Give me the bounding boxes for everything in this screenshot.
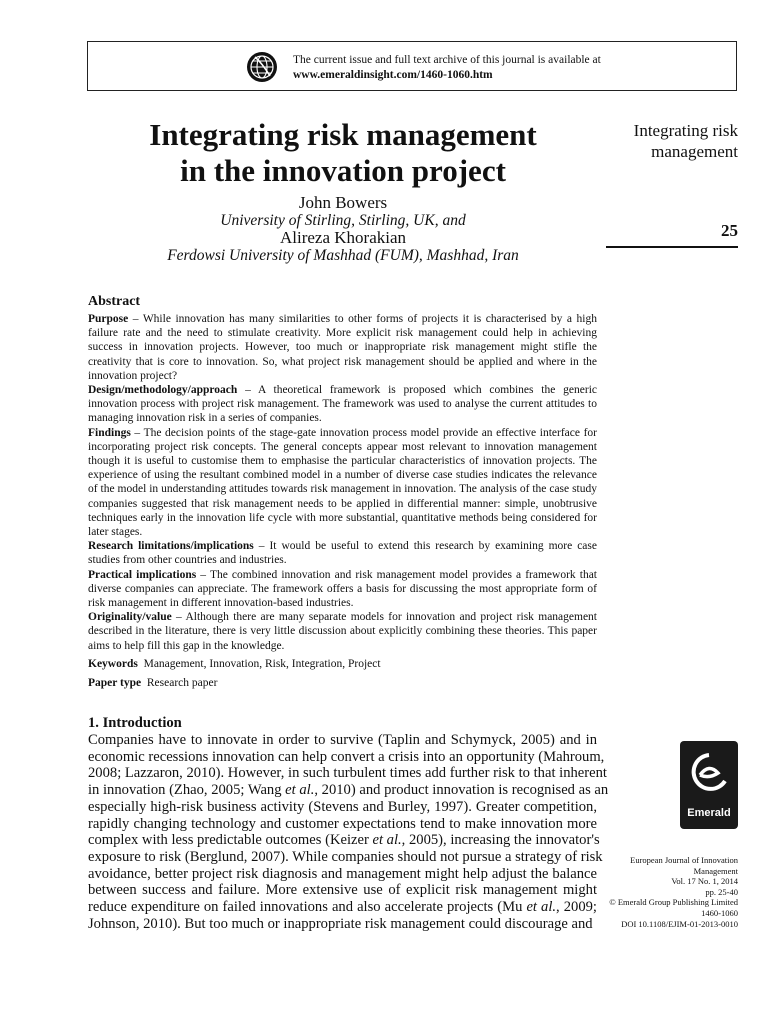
running-title <box>600 120 738 162</box>
body-line: economic recessions innovation can help convert a crisis into an opportunity (Mahroum, <box>88 748 605 765</box>
abstract-section-label: Research limitations/implications <box>88 540 254 553</box>
body-line: in innovation (Zhao, 2005; Wang et al., 2010) and product innovation is recognised as an <box>88 782 609 799</box>
body-line: avoidance, better project risk diagnosis and management might help adjust the balance <box>88 865 597 882</box>
banner-text: The current issue and full text archive of this journal is available at <box>293 54 601 66</box>
journal-doi: DOI 10.1108/EJIM-01-2013-0010 <box>621 918 738 929</box>
author-name: Alireza Khorakian <box>279 228 407 247</box>
logo-text: Emerald <box>687 807 731 819</box>
running-title-line: Integrating risk <box>633 121 738 140</box>
emerald-logo-icon <box>687 749 731 801</box>
keywords <box>88 656 597 673</box>
introduction-section <box>88 714 609 932</box>
journal-pages: pp. 25-40 <box>705 886 738 897</box>
abstract-section <box>88 568 597 611</box>
body-line: rapidly changing technology and customer expectations tend to make innovation more <box>88 815 597 832</box>
keywords-label: Keywords <box>88 657 138 670</box>
journal-volume: Vol. 17 No. 1, 2014 <box>671 876 738 887</box>
abstract-section-text: – Although there are many separate models for innovation and project risk management described in the literature, there is very little discussion about explicitly combining these theories. This paper aims to help fill this gap in the knowledge. <box>88 611 597 652</box>
section-heading: 1. Introduction <box>88 715 182 731</box>
journal-name: European Journal of Innovation <box>630 855 738 865</box>
paper-type-value: Research paper <box>146 677 218 690</box>
body-line: Companies have to innovate in order to survive (Taplin and Schymyck, 2005) and in <box>88 732 597 748</box>
author-affiliation: Ferdowsi University of Mashhad (FUM), Mashhad, Iran <box>167 246 519 264</box>
paper-type <box>88 675 597 692</box>
abstract-section-label: Purpose <box>88 313 129 325</box>
abstract-section-text: – It would be useful to extend this research by examining more case studies from other countries and industries. <box>88 540 597 567</box>
body-line: between success and failure. More extensive use of explicit risk management might <box>88 882 597 899</box>
banner-url-link[interactable]: www.emeraldinsight.com/1460-1060.htm <box>293 69 493 81</box>
journal-issn: 1460-1060 <box>701 907 738 918</box>
journal-archive-banner <box>87 41 737 91</box>
page-number: 25 <box>721 221 738 240</box>
journal-name: Management <box>693 865 738 876</box>
abstract-section <box>88 610 597 653</box>
title-line-1: Integrating risk management <box>149 117 537 152</box>
abstract-section <box>88 539 597 567</box>
abstract-section-text: – A theoretical framework is proposed which combines the generic innovation process with project risk management. The framework was used to analyse the current attitudes to managing innovation risk in a series of companies. <box>88 384 597 425</box>
journal-info <box>590 855 738 929</box>
emerald-logo <box>680 741 738 829</box>
paper-type-label: Paper type <box>88 677 142 690</box>
author-block <box>88 194 598 264</box>
body-line: complex with less predictable outcomes (Keizer et al., 2005), increasing the innovator's <box>88 832 600 849</box>
body-line: reduce expenditure on failed innovations and also accelerate projects (Mu et al., 2009; <box>88 899 597 916</box>
running-title-line: management <box>651 142 738 161</box>
abstract-section-text: – The combined innovation and risk management model provides a framework that diverse companies can appreciate. The framework offers a basis for discussing the most appropriate form of risk management in different innovation-based industries. <box>88 568 597 610</box>
body-line: 2008; Lazzaron, 2010). However, in such turbulent times add further risk to that inherent <box>88 765 607 782</box>
body-line: exposure to risk (Berglund, 2007). While companies should not pursue a strategy of risk <box>88 848 603 865</box>
abstract <box>88 293 597 692</box>
body-line: especially high-risk business activity (Stevens and Burley, 1997). Greater competition, <box>88 798 597 815</box>
abstract-section <box>88 426 597 540</box>
journal-copyright: © Emerald Group Publishing Limited <box>609 897 738 908</box>
article-title <box>88 117 598 189</box>
abstract-section-label: Findings <box>88 426 131 439</box>
author-name: John Bowers <box>298 193 388 212</box>
abstract-heading: Abstract <box>88 294 141 309</box>
title-line-2: in the innovation project <box>180 153 506 188</box>
page-number-rule <box>606 246 738 248</box>
abstract-section <box>88 383 597 426</box>
globe-icon <box>246 51 278 83</box>
abstract-section-label: Originality/value <box>88 611 172 624</box>
abstract-section <box>88 312 597 383</box>
abstract-section-text: – The decision points of the stage-gate innovation process model provide an effective interface for incorporating project risk concepts. The general concepts appear most relevant to innovation management though it is useful to customise them to emphasise the particular characteristics of innovation projects. The experience of using the resultant combined model in a number of diverse case studies indicates the relevance of the model in understanding attitudes towards risk management in innovation. The analysis of the case study companies suggested that risk management needs to be applied in differential manner: simple, unobtrusive techniques early in the innovation life cycle with more substantial, quantitative methods being considered for later stages. <box>88 426 597 539</box>
abstract-section-label: Design/methodology/approach <box>88 384 238 397</box>
author-affiliation: University of Stirling, Stirling, UK, and <box>220 211 466 229</box>
abstract-section-text: – While innovation has many similarities to other forms of projects it is characterised by a high failure rate and the need to stimulate creativity. More explicit risk management could help in achieving success in innovation projects. However, too much or inappropriate risk management might stifle the creativity that is core to innovation. So, what project risk management should be applied and where in the innovation project? <box>88 313 597 382</box>
keywords-value: Management, Innovation, Risk, Integration, Project <box>143 657 381 670</box>
body-paragraph <box>88 732 609 932</box>
abstract-section-label: Practical implications <box>88 568 197 581</box>
body-line: Johnson, 2010). But too much or inappropriate risk management could discourage and <box>88 915 593 932</box>
